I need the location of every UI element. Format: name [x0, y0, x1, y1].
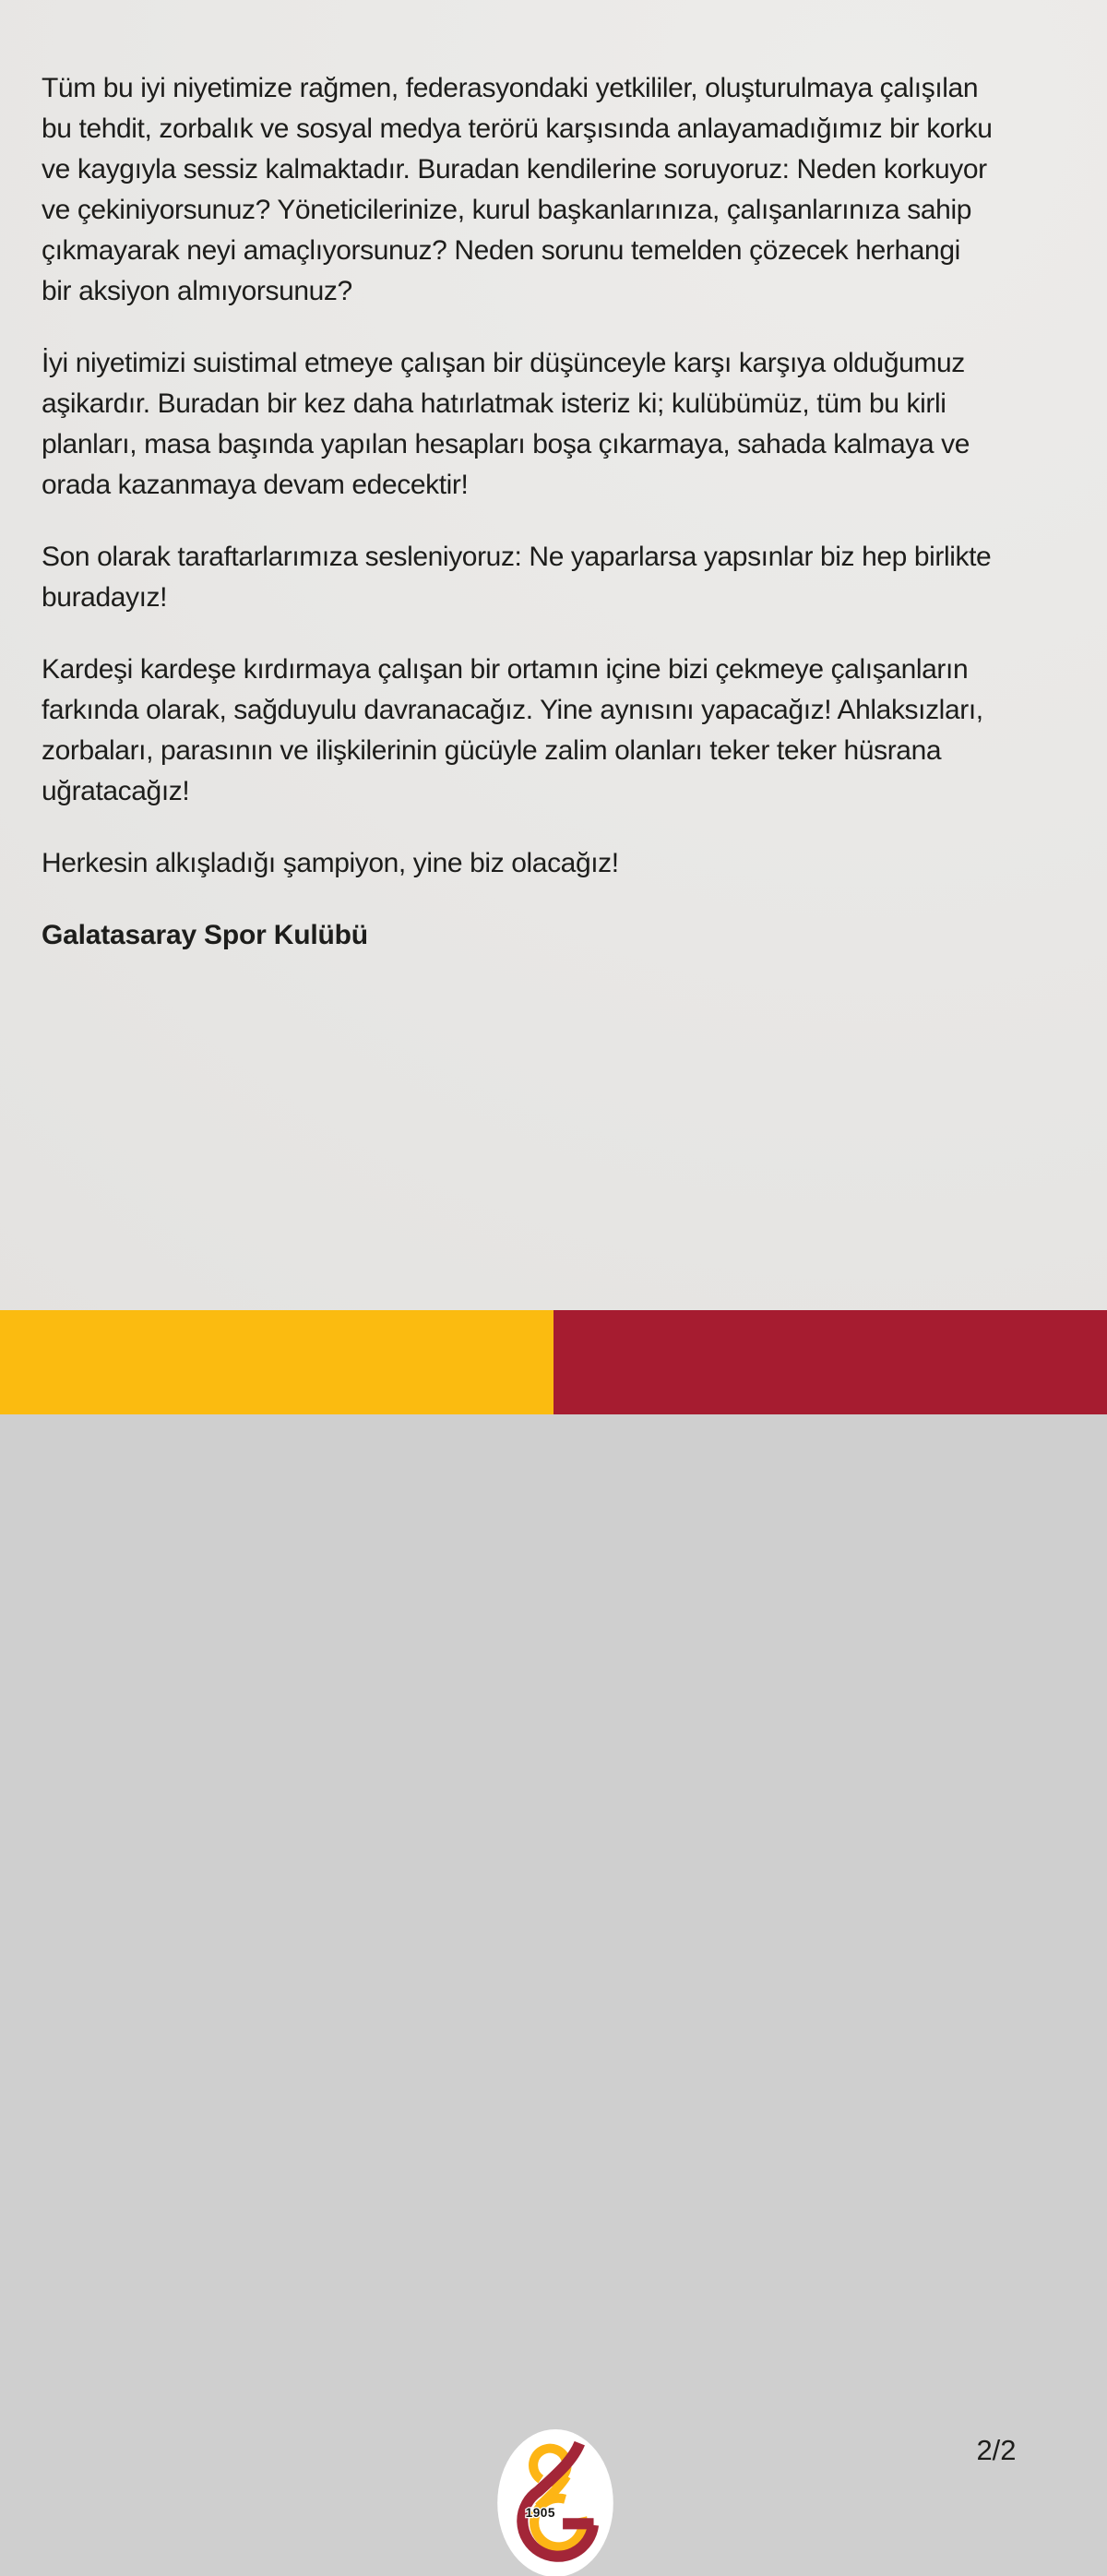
red-band	[554, 1310, 1107, 1414]
statement-body	[42, 68, 1065, 987]
page-indicator: 2/2	[976, 2434, 1017, 2466]
galatasaray-crest-icon	[498, 2430, 613, 2576]
crest-year: 1905	[525, 2506, 555, 2521]
text-line: zorbaları, parasının ve ilişkilerinin gücüyle zalim olanları teker teker hüsrana	[42, 735, 942, 766]
paragraph	[42, 68, 1065, 312]
text-line: aşikardır. Buradan bir kez daha hatırlatmak isteriz ki; kulübümüz, tüm bu kirli	[42, 388, 946, 419]
yellow-band	[0, 1310, 554, 1414]
text-line: bu tehdit, zorbalık ve sosyal medya terörü karşısında anlayamadığımız bir korku	[42, 113, 993, 144]
text-line: çıkmayarak neyi amaçlıyorsunuz? Neden sorunu temelden çözecek herhangi	[42, 235, 960, 266]
text-line: ve çekiniyorsunuz? Yöneticilerinize, kurul başkanlarınıza, çalışanlarınıza sahip	[42, 195, 971, 225]
paragraph	[42, 343, 1065, 506]
text-line: Herkesin alkışladığı şampiyon, yine biz olacağız!	[42, 848, 619, 878]
paragraph	[42, 537, 1065, 618]
text-line: Son olarak taraftarlarımıza sesleniyoruz: Ne yaparlarsa yapsınlar biz hep birlikte	[42, 542, 992, 572]
text-line: bir aksiyon almıyorsunuz?	[42, 276, 352, 306]
text-line: planları, masa başında yapılan hesapları boşa çıkarmaya, sahada kalmaya ve	[42, 429, 970, 459]
signature	[42, 915, 1065, 956]
paragraph	[42, 650, 1065, 812]
text-line: Tüm bu iyi niyetimize rağmen, federasyondaki yetkililer, oluşturulmaya çalışılan	[42, 73, 979, 103]
text-line: Galatasaray Spor Kulübü	[42, 920, 368, 950]
paragraph	[42, 843, 1065, 884]
text-line: buradayız!	[42, 582, 168, 613]
text-line: İyi niyetimizi suistimal etmeye çalışan bir düşünceyle karşı karşıya olduğumuz	[42, 348, 965, 378]
text-line: orada kazanmaya devam edecektir!	[42, 470, 469, 500]
text-line: Kardeşi kardeşe kırdırmaya çalışan bir ortamın içine bizi çekmeye çalışanların	[42, 654, 969, 685]
text-line: farkında olarak, sağduyulu davranacağız. Yine aynısını yapacağız! Ahlaksızları,	[42, 695, 983, 725]
text-line: uğratacağız!	[42, 776, 190, 806]
footer	[0, 1193, 1107, 2521]
text-line: ve kaygıyla sessiz kalmaktadır. Buradan kendilerine soruyoruz: Neden korkuyor	[42, 154, 987, 185]
